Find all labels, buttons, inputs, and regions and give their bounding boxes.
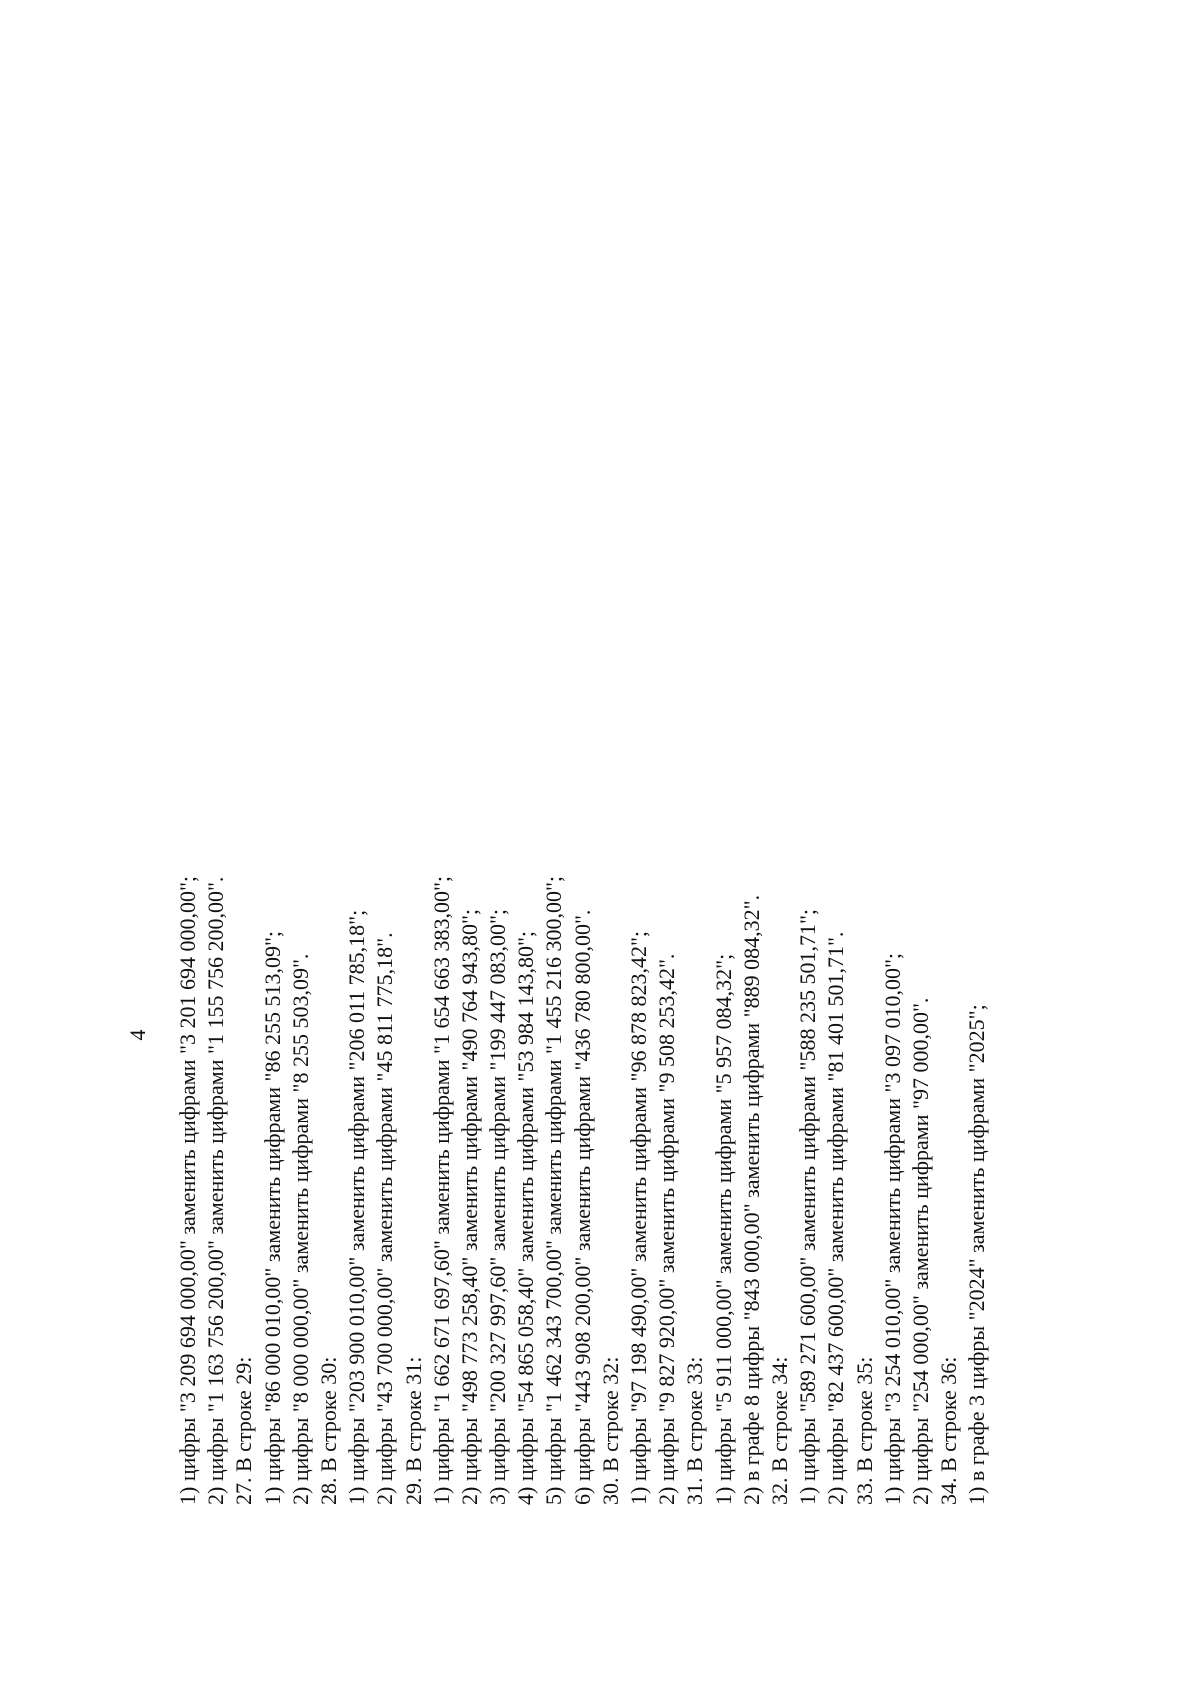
- text-line: 1) цифры "3 209 694 000,00" заменить цифрами "3 201 694 000,00";: [175, 875, 200, 1505]
- text-line: 29. В строке 31:: [400, 1356, 426, 1505]
- text-line: 4) цифры "54 865 058,40" заменить цифрами "53 984 143,80";: [513, 930, 539, 1505]
- text-line: 2) цифры "82 437 600,00" заменить цифрами "81 401 501,71".: [823, 931, 849, 1505]
- rotated-text-block: [124, 605, 991, 1505]
- text-line: 30. В строке 32:: [597, 1356, 623, 1505]
- text-line: 28. В строке 30:: [315, 1356, 341, 1505]
- page-number: 4: [125, 1029, 150, 1041]
- text-line: 2) цифры "8 000 000,00" заменить цифрами "8 255 503,09".: [287, 953, 313, 1505]
- text-line: 31. В строке 33:: [682, 1356, 708, 1505]
- text-line: 3) цифры "200 327 997,60" заменить цифрами "199 447 083,00";: [485, 908, 511, 1505]
- text-line: 2) цифры "254 000,00" заменить цифрами "97 000,00".: [907, 997, 933, 1505]
- text-line: 2) в графе 8 цифры "843 000,00" заменить цифрами "889 084,32".: [738, 894, 764, 1505]
- text-line: 5) цифры "1 462 343 700,00" заменить цифрами "1 455 216 300,00";: [541, 875, 567, 1505]
- text-line: 32. В строке 34:: [766, 1356, 792, 1505]
- text-line: 1) цифры "3 254 010,00" заменить цифрами "3 097 010,00";: [879, 952, 905, 1505]
- text-line: 34. В строке 36:: [936, 1356, 962, 1505]
- text-line: 1) цифры "203 900 010,00" заменить цифрами "206 011 785,18";: [344, 909, 370, 1505]
- text-line: 33. В строке 35:: [851, 1356, 877, 1505]
- text-line: 27. В строке 29:: [231, 1356, 257, 1505]
- text-line: 1) цифры "86 000 010,00" заменить цифрами "86 255 513,09";: [259, 930, 285, 1505]
- text-line: 1) в графе 3 цифры "2024" заменить цифрами "2025";: [964, 1004, 990, 1505]
- text-line: 1) цифры "1 662 671 697,60" заменить цифрами "1 654 663 383,00";: [428, 875, 454, 1505]
- text-lines: [174, 605, 991, 1505]
- text-line: 1) цифры "5 911 000,00" заменить цифрами "5 957 084,32";: [710, 953, 736, 1505]
- text-line: 2) цифры "43 700 000,00" заменить цифрами "45 811 775,18".: [372, 932, 398, 1505]
- text-line: 1) цифры "97 198 490,00" заменить цифрами "96 878 823,42";: [626, 930, 651, 1505]
- text-line: 6) цифры "443 908 200,00" заменить цифрами "436 780 800,00".: [569, 909, 595, 1505]
- text-line: 2) цифры "1 163 756 200,00" заменить цифрами "1 155 756 200,00".: [203, 876, 229, 1505]
- text-line: 1) цифры "589 271 600,00" заменить цифрами "588 235 501,71";: [795, 908, 821, 1505]
- text-line: 2) цифры "498 773 258,40" заменить цифрами "490 764 943,80";: [456, 908, 482, 1505]
- text-line: 2) цифры "9 827 920,00" заменить цифрами "9 508 253,42".: [654, 953, 680, 1505]
